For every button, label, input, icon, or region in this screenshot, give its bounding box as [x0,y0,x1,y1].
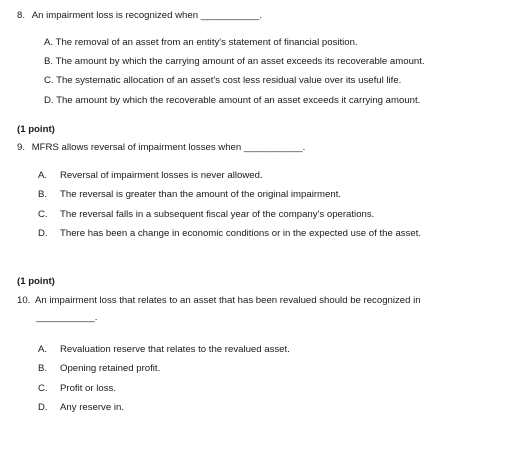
question-number: 10. [17,295,31,306]
option-letter: D. [38,228,48,239]
option-b [44,56,425,68]
option-letter: B. [38,189,48,200]
option-letter: A. [38,344,48,355]
option-text: The reversal falls in a subsequent fiscal year of the company's operations. [60,209,375,220]
option-text: Profit or loss. [60,383,116,394]
question-stem: MFRS allows reversal of impairment losses when ___________. [31,142,306,153]
option-text: Reversal of impairment losses is never allowed. [60,170,263,181]
option-text: The reversal is greater than the amount of the original impairment. [60,189,342,200]
option-letter: C. [44,75,54,86]
option-letter: C. [38,383,48,394]
option-letter: A. [38,170,48,181]
question-number: 8. [17,10,26,21]
option-a [44,37,358,49]
option-text: The removal of an asset from an entity's statement of financial position. [55,37,358,48]
option-d [44,95,420,107]
option-text: The amount by which the recoverable amount of an asset exceeds it carrying amount. [56,95,421,106]
option-text: Any reserve in. [60,402,124,413]
option-letter: D. [38,402,48,413]
question-stem: An impairment loss that relates to an asset that has been revalued should be recognized in [35,295,421,306]
option-letter: B. [38,363,48,374]
question-9-stem-line [17,142,305,154]
question-stem: An impairment loss is recognized when ___________. [31,10,263,21]
option-text: There has been a change in economic conditions or in the expected use of the asset. [60,228,422,239]
question-8-stem-line [17,10,262,22]
points-label: (1 point) [17,276,55,287]
question-10-stem-line [17,295,421,307]
points-label: (1 point) [17,124,55,135]
question-stem-continuation: ___________. [36,312,98,323]
option-letter: A. [44,37,54,48]
option-text: The systematic allocation of an asset's cost less residual value over its useful life. [56,75,402,86]
option-text: Opening retained profit. [60,363,161,374]
option-letter: B. [44,56,54,67]
option-text: Revaluation reserve that relates to the revalued asset. [60,344,290,355]
option-c [44,75,401,87]
option-letter: C. [38,209,48,220]
option-letter: D. [44,95,54,106]
question-number: 9. [17,142,26,153]
option-text: The amount by which the carrying amount of an asset exceeds its recoverable amount. [55,56,425,67]
